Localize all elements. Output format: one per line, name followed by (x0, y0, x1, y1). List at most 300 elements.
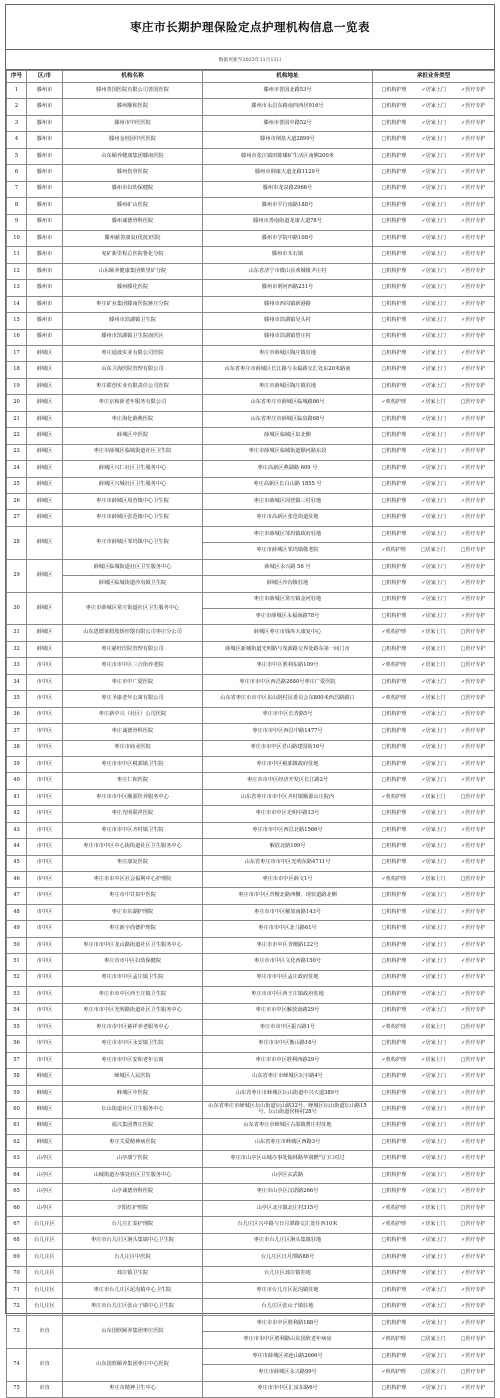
service-label: 机构护理 (386, 744, 407, 751)
service-label: 机构护理 (386, 925, 407, 932)
service-cell (373, 1102, 495, 1118)
service-label: 机构护理 (386, 1237, 407, 1244)
institution-address: 枣庄市市中区振兴路1号 (203, 1019, 373, 1035)
service-label: 居家上门 (425, 1303, 446, 1310)
checked-box-icon: ✓ (381, 1221, 386, 1227)
checked-box-icon: ✓ (421, 678, 426, 685)
service-label: 居家上门 (425, 1122, 446, 1129)
institution-name: 兖矿新里程总医院鲁化分院 (63, 247, 203, 263)
service-label: 医疗专护 (465, 974, 486, 981)
unchecked-box-icon: □ (381, 579, 387, 586)
service-cell (373, 855, 495, 871)
service-options (374, 712, 493, 718)
service-label: 机构护理 (386, 1385, 407, 1392)
row-district: 市中区 (27, 1052, 63, 1068)
service-label: 医疗专护 (465, 1286, 486, 1293)
institution-name: 枣庄市商业医院 (63, 740, 203, 756)
service-label: 医疗专护 (465, 530, 486, 537)
institution-address: 山东省枣庄市峄城区坛山街道中兴大道389号 (203, 1085, 373, 1101)
service-options (374, 762, 493, 768)
service-option (422, 351, 446, 357)
checked-box-icon: ✓ (461, 1303, 466, 1310)
service-options (374, 433, 493, 439)
service-option (382, 334, 407, 340)
service-option (382, 154, 407, 160)
service-label: 居家上门 (425, 1336, 446, 1343)
service-option (422, 712, 446, 718)
institution-name: 滕州诚德骨科医院 (63, 214, 203, 230)
service-option (461, 614, 485, 620)
service-label: 机构护理 (386, 86, 407, 93)
checked-box-icon: ✓ (461, 1007, 466, 1014)
service-option (461, 696, 486, 702)
unchecked-box-icon: □ (381, 842, 387, 849)
row-number: 6 (7, 165, 27, 181)
service-label: 机构护理 (386, 382, 407, 389)
table-row (7, 756, 495, 772)
table-row (7, 395, 495, 411)
institution-name: 滕州市妇幼保健院 (63, 181, 203, 197)
service-cell (373, 83, 495, 99)
checked-box-icon: ✓ (461, 1155, 466, 1162)
unchecked-box-icon: □ (381, 826, 387, 833)
service-cell (373, 1118, 495, 1134)
service-options (374, 186, 493, 192)
row-district: 市中区 (27, 740, 63, 756)
table-row (7, 1069, 495, 1085)
service-options (374, 1041, 493, 1047)
unchecked-box-icon: □ (381, 218, 387, 225)
service-cell (373, 921, 495, 937)
institution-address: 枣庄市中区胜利东路109号 (203, 658, 373, 674)
service-label: 居家上门 (425, 1204, 446, 1211)
service-label: 居家上门 (425, 1023, 446, 1030)
checked-box-icon: ✓ (461, 497, 466, 504)
institution-name: 枣庄通晟实业有限公司医院 (63, 346, 203, 362)
service-options (374, 1008, 493, 1014)
service-label: 居家上门 (425, 448, 446, 455)
service-option (461, 400, 486, 406)
service-label: 居家上门 (425, 859, 446, 866)
unchecked-box-icon: □ (381, 925, 387, 932)
service-label: 医疗专护 (465, 185, 486, 192)
service-option (421, 548, 446, 554)
checked-box-icon: ✓ (421, 152, 426, 159)
row-number: 56 (7, 1036, 27, 1052)
row-district: 滕州市 (27, 148, 63, 164)
service-label: 居家上门 (425, 826, 446, 833)
institution-address: 薛城区临城区泉北侧 (203, 428, 373, 444)
service-options (374, 367, 493, 373)
service-cell (373, 1332, 495, 1348)
service-label: 医疗专护 (465, 695, 486, 701)
service-label: 医疗专护 (465, 399, 486, 406)
checked-box-icon: ✓ (421, 530, 426, 537)
service-option (422, 860, 446, 866)
service-label: 机构护理 (386, 300, 407, 307)
service-option (461, 1107, 485, 1113)
row-number: 49 (7, 921, 27, 937)
service-option (382, 400, 406, 406)
service-label: 医疗专护 (465, 481, 486, 488)
row-number: 11 (7, 247, 27, 263)
unchecked-box-icon: □ (381, 185, 387, 192)
service-label: 居家上门 (425, 201, 446, 208)
row-number: 55 (7, 1019, 27, 1035)
service-cell (373, 1250, 495, 1266)
service-label: 居家上门 (425, 727, 446, 734)
institution-name: 枣庄市市中区孟庄镇卫生院 (63, 970, 203, 986)
service-options (374, 482, 493, 488)
service-option (382, 1074, 407, 1080)
service-cell (373, 872, 495, 888)
institution-address: 滕州市荆河西路231号 (203, 280, 373, 296)
service-label: 机构护理 (386, 1286, 407, 1293)
service-option (382, 236, 407, 242)
checked-box-icon: ✓ (461, 201, 466, 208)
service-label: 医疗专护 (465, 711, 486, 718)
row-number: 14 (7, 296, 27, 312)
institution-name: 枣庄新宇尚德护理院 (63, 921, 203, 937)
row-number: 69 (7, 1250, 27, 1266)
institution-name: 坛山街道社区卫生服务中心 (63, 1102, 203, 1118)
service-label: 医疗专护 (465, 1270, 486, 1277)
header-service: 承担业务类型 (373, 71, 495, 83)
service-option (382, 203, 407, 209)
institution-address: 台儿庄区日月潭路88号 (203, 1250, 373, 1266)
service-label: 机构护理 (385, 547, 406, 554)
row-district: 市直 (27, 1315, 63, 1348)
service-label: 居家上门 (425, 1007, 446, 1014)
service-label: 居家上门 (425, 432, 446, 438)
table-row (7, 1282, 495, 1298)
row-district: 市中区 (27, 1036, 63, 1052)
table-row (7, 937, 495, 953)
institution-name: 台儿庄区中医院 (63, 1250, 203, 1266)
row-number: 22 (7, 428, 27, 444)
institution-address: 枣庄市市中区经济开发区长江路2号 (203, 773, 373, 789)
service-option (461, 762, 485, 768)
service-option (461, 203, 485, 209)
institution-address: 枣庄市市中区胜利路188号 (203, 1315, 373, 1331)
service-cell (373, 411, 495, 427)
service-options (374, 302, 493, 308)
institution-address: 枣庄市薛城区临城街道顺河路东段 (203, 444, 373, 460)
service-label: 机构护理 (385, 1336, 406, 1343)
service-option (422, 1091, 446, 1097)
service-option (422, 219, 446, 225)
table-row (7, 1135, 495, 1151)
service-option (382, 318, 407, 324)
service-option (461, 449, 485, 455)
service-option (422, 1189, 446, 1195)
checked-box-icon: ✓ (421, 892, 426, 899)
service-option (382, 1140, 407, 1146)
service-label: 居家上门 (425, 974, 446, 981)
unchecked-box-icon: □ (381, 1303, 387, 1310)
service-options (374, 203, 493, 209)
service-options (374, 1058, 493, 1064)
service-label: 医疗专护 (465, 201, 486, 208)
table-row (7, 280, 495, 296)
institution-name: 枣庄关爱精神病医院 (63, 1135, 203, 1151)
service-label: 居家上门 (425, 1105, 446, 1112)
unchecked-box-icon: □ (381, 1237, 387, 1244)
unchecked-box-icon: □ (381, 136, 387, 143)
row-number: 36 (7, 707, 27, 723)
table-row (7, 954, 495, 970)
service-option (461, 532, 485, 538)
service-label: 医疗专护 (465, 152, 486, 159)
service-label: 居家上门 (425, 662, 446, 669)
service-option (382, 269, 407, 275)
institution-name: 滕州金桂园中医医院 (63, 132, 203, 148)
service-option (382, 417, 407, 423)
checked-box-icon: ✓ (461, 1105, 466, 1112)
service-option (461, 828, 485, 834)
checked-box-icon: ✓ (461, 892, 466, 899)
service-options (374, 745, 493, 751)
institution-address: 枣庄市市中区青檀路122号 (203, 937, 373, 953)
service-option (422, 203, 446, 209)
service-label: 机构护理 (386, 448, 407, 455)
checked-box-icon: ✓ (461, 925, 466, 932)
unchecked-box-icon: □ (381, 908, 387, 915)
service-option (382, 696, 406, 702)
service-option (422, 614, 446, 620)
service-label: 机构护理 (386, 267, 407, 274)
service-label: 居家上门 (425, 990, 446, 997)
service-option (461, 499, 485, 505)
institution-name: 枣庄市东湖护理院 (63, 904, 203, 920)
row-number: 33 (7, 658, 27, 674)
unchecked-box-icon: □ (381, 382, 387, 389)
service-option (422, 893, 446, 899)
service-label: 机构护理 (386, 645, 407, 652)
service-label: 医疗专护 (465, 103, 486, 110)
checked-box-icon: ✓ (461, 760, 466, 767)
service-label: 居家上门 (425, 1319, 446, 1326)
institution-address: 山东省枣庄市市中区齐村镇顺源山庄院内 (203, 789, 373, 805)
update-date: 数据更新至2025年11月13日 (6, 50, 494, 70)
service-option (422, 285, 446, 291)
checked-box-icon: ✓ (461, 1352, 466, 1359)
row-district: 台儿庄区 (27, 1250, 63, 1266)
checked-box-icon: ✓ (421, 1122, 426, 1129)
row-number: 71 (7, 1282, 27, 1298)
service-option (422, 1288, 446, 1294)
service-cell (373, 740, 495, 756)
service-label: 居家上门 (425, 1237, 446, 1244)
service-label: 医疗专护 (465, 333, 486, 340)
service-cell (373, 625, 495, 641)
service-label: 机构护理 (386, 678, 407, 685)
service-option (421, 1206, 445, 1212)
service-label: 机构护理 (386, 119, 407, 126)
institution-address: 薛城区沙沟镇驻地 (203, 576, 373, 592)
service-cell (373, 1069, 495, 1085)
service-option (382, 1288, 407, 1294)
service-option (461, 1140, 485, 1146)
table-row (7, 724, 495, 740)
institution-name: 山亭诚德骨科医院 (63, 1184, 203, 1200)
institution-name: 枣庄海化薛燕医院 (63, 411, 203, 427)
service-option (422, 449, 446, 455)
service-label: 居家上门 (425, 497, 446, 504)
checked-box-icon: ✓ (421, 662, 426, 669)
institution-address: 山亭区玄武路 (203, 1167, 373, 1183)
row-number: 2 (7, 99, 27, 115)
service-option (461, 1206, 486, 1212)
service-cell (373, 362, 495, 378)
institution-name: 枣庄市市中区永安镇卫生院 (63, 1036, 203, 1052)
row-number: 40 (7, 773, 27, 789)
service-option (421, 630, 445, 636)
institution-name: 枣庄市市中区税郭镇卫生院 (63, 756, 203, 772)
checked-box-icon: ✓ (461, 119, 466, 126)
row-number: 62 (7, 1135, 27, 1151)
institution-name: 枣庄市精神卫生中心 (63, 1381, 203, 1397)
service-cell (373, 1200, 495, 1216)
table-row (7, 1052, 495, 1068)
service-label: 医疗专护 (465, 464, 486, 471)
service-options (374, 515, 493, 521)
service-label: 居家上门 (425, 1221, 446, 1227)
institution-address: 滕州市永昌东路南四西居916号 (203, 99, 373, 115)
service-option (382, 285, 407, 291)
institution-name: 枣庄仁和医院 (63, 773, 203, 789)
checked-box-icon: ✓ (421, 875, 426, 882)
row-district: 市中区 (27, 970, 63, 986)
service-cell (373, 461, 495, 477)
row-number: 27 (7, 510, 27, 526)
checked-box-icon: ✓ (421, 1385, 426, 1392)
service-label: 居家上门 (425, 1040, 446, 1047)
service-label: 医疗专护 (465, 1023, 486, 1030)
service-label: 医疗专护 (465, 1171, 486, 1178)
checked-box-icon: ✓ (421, 645, 426, 652)
service-option (382, 1123, 407, 1129)
service-option (461, 893, 485, 899)
institution-address: 枣庄高新区长白山路 1855 号 (203, 477, 373, 493)
institution-name: 枣庄京和新老年服务有限公司 (63, 395, 203, 411)
institution-address: 滕州市善国北路53号 (203, 83, 373, 99)
service-options (374, 1386, 493, 1392)
service-options (374, 795, 493, 801)
table-row (7, 839, 495, 855)
service-option (422, 515, 446, 521)
checked-box-icon: ✓ (461, 382, 466, 389)
service-cell (373, 822, 495, 838)
checked-box-icon: ✓ (461, 842, 466, 849)
service-label: 机构护理 (386, 563, 407, 570)
unchecked-box-icon: □ (381, 1286, 387, 1293)
checked-box-icon: ✓ (461, 333, 466, 340)
service-label: 机构护理 (386, 1073, 407, 1080)
unchecked-box-icon: □ (381, 892, 387, 899)
service-label: 居家上门 (425, 958, 446, 964)
checked-box-icon: ✓ (421, 1073, 426, 1080)
table-row (7, 510, 495, 526)
service-options (374, 170, 493, 176)
institution-name: 枣庄圣康老年公寓有限公司 (63, 691, 203, 707)
service-label: 机构护理 (386, 908, 407, 915)
service-label: 机构护理 (386, 201, 407, 208)
unchecked-box-icon: □ (381, 316, 387, 323)
checked-box-icon: ✓ (421, 284, 426, 291)
unchecked-box-icon: □ (381, 284, 387, 291)
service-label: 机构护理 (386, 810, 407, 817)
checked-box-icon: ✓ (421, 1237, 426, 1244)
checked-box-icon: ✓ (461, 563, 466, 570)
checked-box-icon: ✓ (461, 941, 466, 948)
institution-address: 薛城区新城街道光明路与茂源路交界处路东第一间门市 (203, 641, 373, 657)
row-number: 16 (7, 329, 27, 345)
table-row (7, 904, 495, 920)
service-label: 机构护理 (386, 727, 407, 734)
service-label: 机构护理 (386, 760, 407, 767)
service-option (461, 795, 486, 801)
service-options (374, 1321, 493, 1327)
row-district: 滕州市 (27, 214, 63, 230)
header-address: 机构地址 (203, 71, 373, 83)
row-number: 63 (7, 1151, 27, 1167)
service-option (461, 1222, 486, 1228)
row-district: 市中区 (27, 1003, 63, 1019)
service-label: 机构护理 (386, 1319, 407, 1326)
row-district: 薛城区 (27, 526, 63, 559)
row-district: 滕州市 (27, 115, 63, 131)
service-options (374, 532, 493, 538)
checked-box-icon: ✓ (421, 316, 426, 323)
service-label: 居家上门 (425, 382, 446, 389)
table-row (7, 625, 495, 641)
checked-box-icon: ✓ (461, 1089, 466, 1096)
row-number: 61 (7, 1118, 27, 1134)
service-options (374, 811, 493, 817)
unchecked-box-icon: □ (460, 1056, 466, 1063)
checked-box-icon: ✓ (421, 86, 426, 93)
service-label: 医疗专护 (465, 958, 486, 964)
service-option (382, 828, 407, 834)
checked-box-icon: ✓ (421, 1303, 426, 1310)
checked-box-icon: ✓ (461, 678, 466, 685)
checked-box-icon: ✓ (421, 300, 426, 307)
unchecked-box-icon: □ (381, 563, 387, 570)
service-option (422, 482, 446, 488)
service-label: 机构护理 (386, 514, 407, 521)
service-label: 居家上门 (425, 1089, 446, 1096)
service-option (461, 745, 485, 751)
institution-name: 邳庄镇卫生院 (63, 1266, 203, 1282)
service-cell (373, 198, 495, 214)
service-options (374, 597, 493, 603)
service-label: 居家上门 (425, 629, 446, 636)
service-label: 医疗专护 (465, 941, 486, 948)
row-district: 台儿庄区 (27, 1217, 63, 1233)
service-option (422, 1074, 446, 1080)
checked-box-icon: ✓ (461, 1073, 466, 1080)
service-label: 居家上门 (425, 399, 446, 406)
table-row (7, 1299, 495, 1315)
institution-address: 枣庄市台儿庄区泥沟镇驻地 (203, 1282, 373, 1298)
row-number: 5 (7, 148, 27, 164)
institution-name: 枣庄市市中区慈祥养老服务中心 (63, 1019, 203, 1035)
service-option (422, 1386, 446, 1392)
unchecked-box-icon: □ (381, 448, 387, 455)
checked-box-icon: ✓ (461, 990, 466, 997)
service-options (374, 351, 493, 357)
